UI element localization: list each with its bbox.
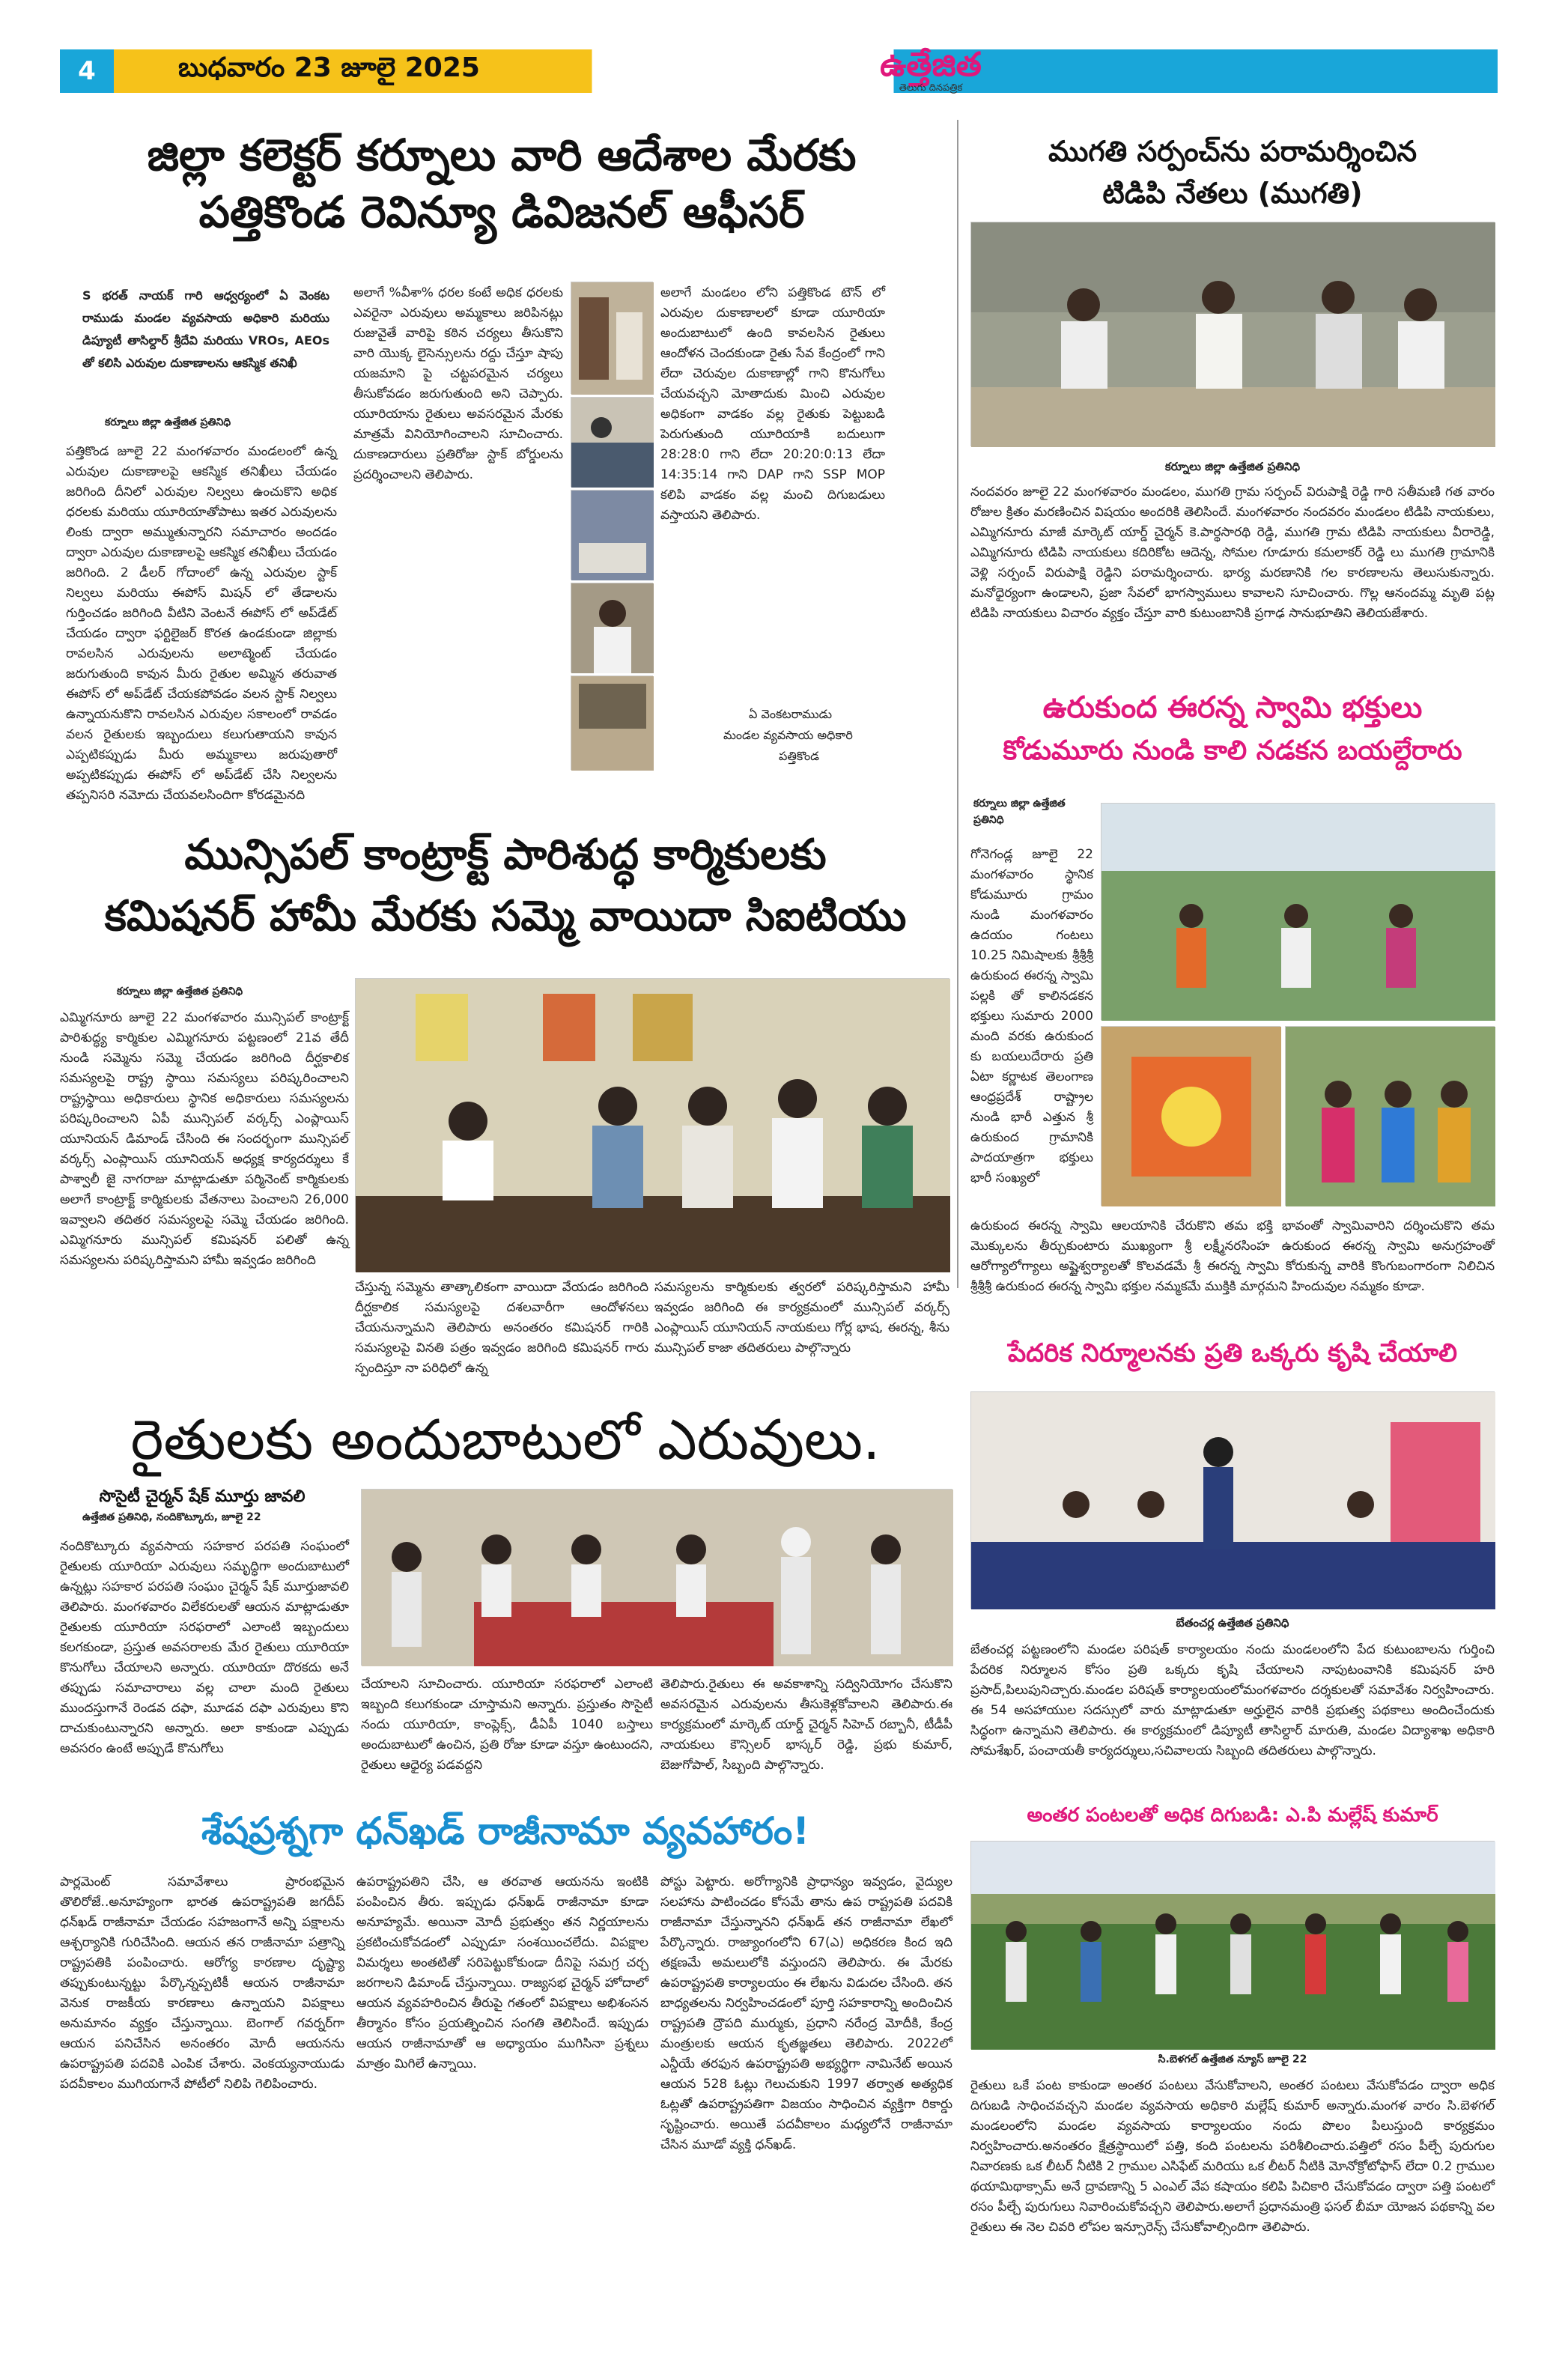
story4-byline: కర్నూలు జిల్లా ఉత్తేజిత ప్రతినిధి xyxy=(117,986,243,998)
story4-column-3: సమస్యలను కార్మికులకు త్వరలో పరిష్కరిస్తామని హామీ ఇవ్వడం జరిగింది ఈ కార్యక్రమంలో మున్సిపల్ వర్కర్స్ ఎంప్లాయిస్ యూనియన్ నాయకులు గోర్ల భాష, ఈరన్న, శీను మున్సిపల్ కాజా తదితరులు పాల్గొన్నారు xyxy=(654,1280,949,1355)
story1-headline-line2: పత్తికొండ రెవిన్యూ డివిజనల్ ఆఫీసర్ xyxy=(198,186,805,237)
story4-headline-line2: కమిషనర్ హామీ మేరకు సమ్మె వాయిదా సిఐటియు xyxy=(104,892,907,941)
story7-column-2: ఉపరాష్ట్రపతిని చేసి, ఆ తరవాత ఆయనను ఇంటికి పంపించిన తీరు. ఇప్పుడు ధన్‌ఖడ్ రాజీనామా కూడా అనూహ్యమే. అయినా మోదీ ప్రభుత్వం తన నిర్ణయాలను ప్రకటించుకోవడంలో ఎప్పుడూ సంశయించలేదు. విపక్షాల విమర్శలు అంతటితో సరిపెట్టుకోకుండా దీనిపై సమగ్ర చర్చ జరగాలని డిమాండ్ చేస్తున్నాయి. రాజ్యసభ చైర్మన్ హోదాలో ఆయన వ్యవహరించిన తీరుపై గతంలో విపక్షాలు అభిశంసన తీర్మానం కోసం ప్రయత్నించిన సంగతి తెలిసిందే. ఇప్పుడు ఆయన రాజీనామాతో ఆ అధ్యాయం ముగిసినా ప్రశ్నలు మాత్రం మిగిలే ఉన్నాయి. xyxy=(356,1874,648,2071)
story3-body-wide: ఉరుకుంద ఈరన్న స్వామి ఆలయానికి చేరుకొని తమ భక్తి భావంతో స్వామివారిని దర్శించుకొని తమ మొక్కులను తీర్చుకుంటారు ముఖ్యంగా శ్రీ లక్ష్మీనరసింహ ఉరుకుంద ఈరన్న స్వామి అనుగ్రహంతో ఆరోగ్యాలోగ్యాలు అష్టైశ్వర్యాలతో కొలవడమే శ్రీ ఈరన్న స్వామి కోరుకున్న వారికి కొంగుబంగారంగా నిలిచిన శ్రీశ్రీశ్రీ ఉరుకుంద ఈరన్న స్వామి భక్తుల నమ్మకమే ముక్తికి మార్గమని హిందువుల నమ్మకం కూడా. xyxy=(970,1218,1495,1294)
story1-photo-2 xyxy=(571,397,653,487)
story3-headline-line2: కోడుమూరు నుండి కాలి నడకన బయల్దేరారు xyxy=(1003,735,1462,766)
story3-body-narrow: గోనెగండ్ల జూలై 22 మంగళవారం స్థానిక కోడుమూరు గ్రామం నుండి మంగళవారం ఉదయం గంటలు 10.25 నిమిషాలకు శ్రీశ్రీశ్రీ ఉరుకుంద ఈరన్న స్వామి పల్లకి తో కాలినడకన భక్తులు సుమారు 2000 మంది వరకు ఉరుకుంద కు బయలుదేరారు ప్రతి ఏటా కర్ణాటక తెలంగాణ ఆంధ్రప్రదేశ్ రాష్ట్రాల నుండి భారీ ఎత్తున శ్రీ ఉరుకుంద గ్రామానికి పాదయాత్రగా భక్తులు భారీ సంఖ్యలో xyxy=(970,847,1093,1185)
story1-byline: కర్నూలు జిల్లా ఉత్తేజిత ప్రతినిధి xyxy=(105,416,231,428)
story1-photo-5 xyxy=(571,676,653,770)
story1-headline-line1: జిల్లా కలెక్టర్ కర్నూలు వారి ఆదేశాల మేరకు xyxy=(147,130,857,180)
story1-column-2: అలాగే %వీశా% ధరల కంటే అధిక ధరలకు ఎవరైనా ఎరువులు అమ్మకాలు జరిపినట్లు రుజువైతే వారిపై కఠిన చర్యలు తీసుకొని వారి యొక్క లైసెన్సులను రద్దు చేస్తూ షాపు యజమాని పై చట్టపరమైన చర్యలు తీసుకోవడం జరుగుతుంది అని చెప్పారు. యూరియాను రైతులు అవసరమైన మేరకు మాత్రమే వినియోగించాలని సూచించారు. దుకాణదారులు ప్రతిరోజు స్టాక్ బోర్డులను ప్రదర్శించాలని తెలిపారు. xyxy=(353,285,563,482)
logo-tagline: తెలుగు దినపత్రిక xyxy=(899,82,963,94)
story4-headline-line1: మున్సిపల్ కాంట్రాక్ట్ పారిశుద్ధ కార్మికులకు xyxy=(184,831,827,879)
newspaper-logo xyxy=(875,48,987,97)
story8-photo xyxy=(970,1841,1495,2049)
story1-photo-3 xyxy=(571,490,653,580)
story6-body: బేతంచర్ల పట్టణంలోని మండల పరిషత్ కార్యాలయం నందు మండలంలోని పేద కుటుంబాలను గుర్తించి పేదరిక నిర్మూలన కోసం ప్రతి ఒక్కరు కృషి చేయాలని నాపుటంవానికి కమిషనర్ హరి ప్రసాద్,పిలుపునిచ్చారు.మండల పరిషత్ కార్యాలయంలోమంగళవారం దర్శకులతో సమావేశం నిర్వహించారు. ఈ 54 అసహాయుల సదస్సులో వారు మాట్లాడుతూ అర్హులైన వారికి ప్రభుత్వ పథకాలు అందించేందుకు సిద్ధంగా ఉన్నామని తెలిపారు. ఈ కార్యక్రమంలో డిప్యూటీ తాసిల్దార్ మారుతి, మండల విద్యాశాఖ అధికారి సోమశేఖర్, పంచాయతీ కార్యదర్శులు,సచివాలయ సిబ్బంది తదితరులు పాల్గొన్నారు. xyxy=(970,1642,1495,1758)
story4-column-2: చేస్తున్న సమ్మెను తాత్కాలికంగా వాయిదా వేయడం జరిగింది దీర్ఘకాలిక సమస్యలపై దశలవారీగా ఆందోళనలు చేయనున్నామని తెలిపారు అనంతరం కమిషనర్ గారికి సమస్యలపై వినతి పత్రం ఇవ్వడం జరిగింది కమిషనర్ గారు స్పందిస్తూ నా పరిధిలో ఉన్న xyxy=(355,1280,648,1376)
story1-intro: S భరత్ నాయక్ గారి ఆధ్వర్యంలో ఏ వెంకట రాముడు మండల వ్యవసాయ అధికారి మరియు డిప్యూటీ తాసిల్దార్ శ్రీదేవి మరియు VROs, AEOs తో కలిసి ఎరువుల దుకాణాలను ఆకస్మిక తనిఖీ xyxy=(82,288,329,370)
story5-headline: రైతులకు అందుబాటులో ఎరువులు. xyxy=(130,1408,881,1472)
story6-caption: బేతంచర్ల ఉత్తేజిత ప్రతినిధి xyxy=(1176,1616,1289,1630)
story3-photo-1 xyxy=(1101,803,1495,1020)
story6-photo xyxy=(970,1391,1495,1609)
story5-photo xyxy=(361,1489,952,1666)
story1-photo-1 xyxy=(571,282,653,394)
story2-body: నందవరం జూలై 22 మంగళవారం మండలం, ముగతి గ్రామ సర్పంచ్ విరుపాక్షి రెడ్డి గారి సతీమణి గత వారం రోజుల క్రితం మరణించిన విషయం అందరికి తెలిసిందే. మంగళవారం నందవరం మండలం టిడిపి నాయకులు, ఎమ్మిగనూరు మాజీ మార్కెట్ యార్డ్ చైర్మన్ కె.పార్థసారథి రెడ్డి, ముగతి గ్రామ టిడిపి నాయకులు వీరారెడ్డి, ఎమ్మిగనూరు టిడిపి నాయకులు కదిరికోట ఆదెన్న, సోమల గూడూరు కమలాకర్ రెడ్డి లు ముగతి గ్రామానికి వెళ్లి సర్పంచ్ విరుపాక్షి రెడ్డిని పరామర్శించారు. భార్య మరణానికి గల కారణాలను తెలుసుకున్నారు. మనోధైర్యంగా ఉండాలని, ప్రజా సేవలో భాగస్వాములు కావాలని సూచించారు. గొల్ల ఆనందమ్మ మృతి పట్ల టిడిపి నాయకులు విచారం వ్యక్తం చేస్తూ వారి కుటుంబానికి ప్రగాఢ సానుభూతిని తెలియజేశారు. xyxy=(970,485,1495,621)
story7-column-1: పార్లమెంట్ సమావేశాలు ప్రారంభమైన తొలిరోజే..అనూహ్యంగా భారత ఉపరాష్ట్రపతి జగదీప్ ధన్‌ఖడ్ రాజీనామా చేయడం సహజంగానే అన్ని పక్షాలను ఆశ్చర్యానికి గురిచేసింది. ఆయన తన రాజీనామా పత్రాన్ని రాష్ట్రపతికి పంపించారు. ఆరోగ్య కారణాల దృష్ట్యా తప్పుకుంటున్నట్టు పేర్కొన్నప్పటికీ ఆయన రాజీనామా వెనుక రాజకీయ కారణాలు ఉన్నాయని విపక్షాలు అనుమానం వ్యక్తం చేస్తున్నాయి. బెంగాల్ గవర్నర్‌గా ఆయన పనిచేసిన అనంతరం మోదీ ఆయనను ఉపరాష్ట్రపతి పదవికి ఎంపిక చేశారు. వెంకయ్యనాయుడు పదవీకాలం ముగియగానే పోటీలో నిలిపి గెలిపించారు. xyxy=(60,1874,344,2092)
story1-column-3: అలాగే మండలం లోని పత్తికొండ టౌన్ లో ఎరువుల దుకాణాలలో కూడా యూరియా అందుబాటులో ఉంది కావలసిన రైతులు ఆందోళన చెందకుండా రైతు సేవ కేంద్రంలో గాని లేదా చెరువుల దుకాణాల్లో గాని కొనుగోలు చేయవచ్చని మోతాదుకు మించి ఎరువుల అధికంగా వాడకం వల్ల రైతుకు పెట్టుబడి పెరుగుతుంది యూరియాకి బదులుగా 28:28:0 గాని లేదా 20:20:0:13 లేదా 14:35:14 గాని DAP గాని SSP MOP కలిపి వాడకం వల్ల మంచి దిగుబడులు వస్తాయని తెలిపారు. xyxy=(660,285,885,523)
story7-headline: శేషప్రశ్నగా ధన్‌ఖడ్ రాజీనామా వ్యవహారం! xyxy=(201,1809,810,1853)
story1-photo-4 xyxy=(571,583,653,673)
story8-caption: సి.బెళగల్ ఉత్తేజిత న్యూస్ జూలై 22 xyxy=(1158,2053,1307,2065)
divider-vertical-main xyxy=(957,120,958,1288)
story1-signature-designation: మండల వ్యవసాయ అధికారి xyxy=(723,728,853,742)
issue-date: బుధవారం 23 జూలై 2025 xyxy=(178,52,480,83)
story2-headline-line1: ముగతి సర్పంచ్‌ను పరామర్శించిన xyxy=(1048,135,1417,168)
story1-column-1: పత్తికొండ జూలై 22 మంగళవారం మండలంలో ఉన్న ఎరువుల దుకాణాలపై ఆకస్మిక తనిఖీలు చేయడం జరిగింది దీనిలో ఎరువుల నిల్వలు ఉంచుకొని అధిక ధరలకు మరియు యూరియాతోపాటు ఇతర ఎరువులను లింకు ద్వారా అమ్ముతున్నారని సమాచారం అందడం ద్వారా ఎరువుల దుకాణాలపై ఆకస్మిక తనిఖీలు చేయడం జరిగింది. 2 డీలర్ గోదాంలో ఉన్న ఎరువుల స్టాక్ నిల్వలు మరియు ఈపోస్ మిషన్ లో తేడాలను గుర్తించడం జరిగింది వీటిని వెంటనే ఈపోస్ లో అప్‌డేట్ చేయడం ద్వారా ఫర్టిలైజర్ కొరత ఉండకుండా జిల్లాకు రావలసిన ఎరువులను అలాట్మెంట్ చేయడం జరుగుతుంది కావున మీరు రైతుల అమ్మిన తరువాత ఈపోస్ లో అప్‌డేట్ చేయకపోవడం వలన స్టాక్ నిల్వలు ఉన్నాయనుకొని రావలసిన ఎరువుల సకాలంలో రావడం వలన రైతులకు ఇబ్బందులు కలుగుతాయని కావున ఎప్పటికప్పుడు మీరు అమ్మకాలు జరుపుతారో అప్పటికప్పుడు ఈపోస్ లో అప్‌డేట్ చేసి నిల్వలను తప్పనిసరి నమోదు చేయవలసిందిగా కోరడమైనది xyxy=(66,444,337,803)
story2-caption: కర్నూలు జిల్లా ఉత్తేజిత ప్రతినిధి xyxy=(1164,460,1301,473)
story8-body: రైతులు ఒకే పంట కాకుండా అంతర పంటలు వేసుకోవాలని, అంతర పంటలు వేసుకోవడం ద్వారా అధిక దిగుబడి సాధించవచ్చని మండల వ్యవసాయ అధికారి మల్లేష్ కుమార్ అన్నారు.మంగళ వారం సి.బెళగల్ మండలంలోని మండల వ్యవసాయ కార్యాలయం నందు పొలం పిలుస్తుంది కార్యక్రమం నిర్వహించారు.అనంతరం క్షేత్రస్థాయిలో పత్తి, కంది పంటలను పరిశీలించారు.పత్తిలో రసం పీల్చే పురుగుల నివారణకు ఒక లీటర్ నీటికి 2 గ్రాముల ఎసిఫేట్ మరియు ఒక లీటర్ నీటికి మోనోక్రోటోఫాస్ లేదా 0.2 గ్రాముల థయామిథాక్సామ్ అనే ద్రావణాన్ని 5 ఎంఎల్ వేప కషాయం కలిపి పిచికారి చేసుకోవడం ద్వారా పత్తి పంటలో రసం పీల్చే పురుగులు నివారించుకోవచ్చని తెలిపారు.అలాగే ప్రధానమంత్రి ఫసల్ బీమా యోజన పథకాన్ని వల రైతులు ఈ నెల చివరి లోపల ఇన్సూరెన్స్ చేసుకోవాల్సిందిగా తెలిపారు. xyxy=(970,2078,1495,2235)
story3-headline-line1: ఉరుకుంద ఈరన్న స్వామి భక్తులు xyxy=(1042,690,1423,725)
story2-headline-line2: టిడిపి నేతలు (ముగతి) xyxy=(1102,177,1363,210)
story4-photo xyxy=(355,978,949,1272)
story5-byline: ఉత్తేజిత ప్రతినిధి, నందికొట్కూరు, జూలై 22 xyxy=(82,1511,261,1523)
story7-column-3: పోస్టు పెట్టారు. అరోగ్యానికి ప్రాధాన్యం ఇవ్వడం, వైద్యుల సలహాను పాటించడం కోసమే తాను ఉప రాష్ట్రపతి పదవికి రాజీనామా చేస్తున్నానని ధన్‌ఖడ్ తన రాజీనామా లేఖలో పేర్కొన్నారు. రాజ్యాంగంలోని 67(ఎ) అధికరణ కింద ఇది తక్షణమే అమలులోకి వస్తుందని తెలిపారు. ఈ మేరకు ఉపరాష్ట్రపతి కార్యాలయం ఈ లేఖను విడుదల చేసింది. తన బాధ్యతలను నిర్వహించడంలో పూర్తి సహకారాన్ని అందించిన రాష్ట్రపతి ద్రౌపది ముర్ముకు, ప్రధాని నరేంద్ర మోదీకి, కేంద్ర మంత్రులకు ఆయన కృతజ్ఞతలు తెలిపారు. 2022లో ఎన్డీయే తరఫున ఉపరాష్ట్రపతి అభ్యర్థిగా నామినేట్ అయిన ఆయన 528 ఓట్లు గెలుచుకుని 1997 తర్వాత అత్యధిక ఓట్లతో ఉపరాష్ట్రపతిగా విజయం సాధించిన వ్యక్తిగా రికార్డు సృష్టించారు. అయితే పదవీకాలం మధ్యలోనే రాజీనామా చేసిన మూడో వ్యక్తి ధన్‌ఖడ్. xyxy=(660,1874,952,2152)
logo-title: ఉత్తేజిత xyxy=(880,46,982,84)
story2-photo xyxy=(970,222,1495,446)
page-number: 4 xyxy=(60,49,114,93)
story5-column-1: నందికొట్కూరు వ్యవసాయ సహకార పరపతి సంఘంలో రైతులకు యూరియా ఎరువులు సమృద్ధిగా అందుబాటులో ఉన్నట్లు సహకార పరపతి సంఘం చైర్మన్ షేక్ మూర్తుజావలి తెలిపారు. మంగళవారం విలేకరులతో ఆయన మాట్లాడుతూ రైతులకు యూరియా సరఫరాలో ఎలాంటి ఇబ్బందులు కలగకుండా, ప్రస్తుత అవసరాలకు మేర రైతులు యూరియా కొనుగోలు చేయాలని అన్నారు. యూరియా దొరకదు అనే తప్పుడు సమాచారాలు వల్ల చాలా మంది రైతులు ముందస్తుగానే రెండవ దఫా, మూడవ దఫా ఎరువులు కొని దాచుకుంటున్నారని అన్నారు. అలా కాకుండా ఎప్పుడు అవసరం ఉంటే అప్పుడే కొనుగోలు xyxy=(60,1539,349,1756)
story1-signature-place: పత్తికొండ xyxy=(779,749,819,763)
story1-signature-name: ఏ వెంకటరాముడు xyxy=(749,707,832,721)
story8-headline: అంతర పంటలతో అధిక దిగుబడి: ఎ.పి మల్లేష్ కుమార్ xyxy=(1027,1804,1438,1827)
story3-photo-2 xyxy=(1101,1026,1280,1206)
story5-column-3: తెలిపారు.రైతులు ఈ అవకాశాన్ని సద్వినియోగం చేసుకొని అవసరమైన ఎరువులను తీసుకెళ్లకోవాలని తెలిపారు.ఈ కార్యక్రమంలో మార్కెట్ యార్డ్ చైర్మన్ సిహెచ్ రబ్బానీ, టీడీపీ నాయకులు కౌన్సిలర్ భాస్కర్ రెడ్డి, ప్రభు కుమార్, బెజుగోపాల్, సిబ్బంది పాల్గొన్నారు. xyxy=(660,1677,952,1773)
story5-column-2: చేయాలని సూచించారు. యూరియా సరఫరాలో ఎలాంటి ఇబ్బంది కలుగకుండా చూస్తామని అన్నారు. ప్రస్తుతం సొసైటీ నందు యూరియా, కాంప్లెక్స్, డీఏపీ 1040 బస్తాలు అందుబాటులో ఉంచిన, ప్రతి రోజు కూడా వస్తూ ఉంటుందని, రైతులు ఆధైర్య పడవద్దని xyxy=(361,1677,653,1773)
story6-headline: పేదరిక నిర్మూలనకు ప్రతి ఒక్కరు కృషి చేయాలి xyxy=(1007,1338,1458,1368)
story5-subhead: సొసైటీ చైర్మన్ షేక్ మూర్తు జావలి xyxy=(99,1487,306,1506)
story3-byline: కర్నూలు జిల్లా ఉత్తేజిత ప్రతినిధి xyxy=(973,798,1066,826)
story3-photo-3 xyxy=(1285,1026,1495,1206)
story4-column-1: ఎమ్మిగనూరు జూలై 22 మంగళవారం మున్సిపల్ కాంట్రాక్ట్ పారిశుద్ధ్య కార్మికుల ఎమ్మిగనూరు పట్టణంలో 21వ తేదీ నుండి సమ్మెను సమ్మె చేయడం జరిగింది దీర్ఘకాలిక సమస్యలపై రాష్ట్ర స్థాయి సమస్యలు పరిష్కరించాలని రాష్ట్రస్థాయి అధికారులు స్థానిక అధికారులు సమస్యలను పరిష్కరించాలని ఏపీ మున్సిపల్ వర్కర్స్ ఎంప్లాయిస్ యూనియన్ డిమాండ్ చేసింది ఈ సందర్భంగా మున్సిపల్ వర్కర్స్ ఎంప్లాయిస్ యూనియన్ అధ్యక్ష కార్యదర్శులు కే పాశ్వాలీ జై నాగరాజు మాట్లాడుతూ పర్మినెంట్ కార్మికులకు అలాగే కాంట్రాక్ట్ కార్మికులకు వేతనాలు పెంచాలని 26,000 ఇవ్వాలని తదితర సమస్యలపై సమ్మె చేయడం జరిగింది. ఎమ్మిగనూరు మున్సిపల్ కమిషనర్ పలితో ఉన్న సమస్యలను పరిష్కరిస్తామని హామీ ఇవ్వడం జరిగింది xyxy=(60,1010,349,1268)
